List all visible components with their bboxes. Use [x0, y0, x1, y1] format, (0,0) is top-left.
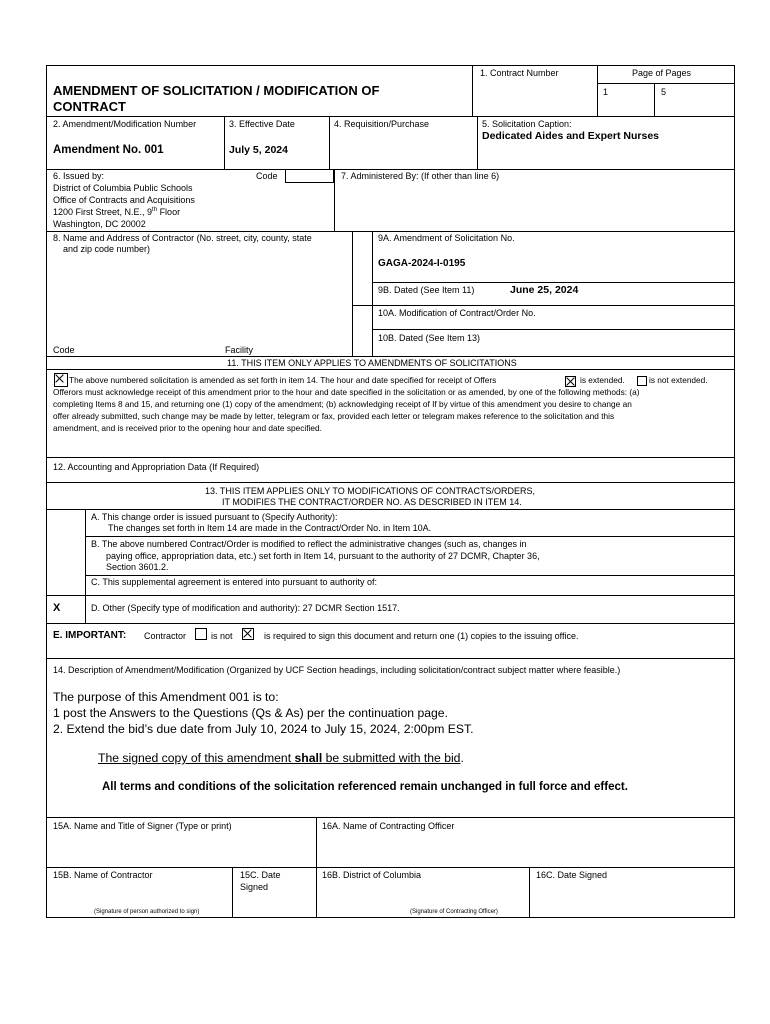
purpose-item-1: 1 post the Answers to the Questions (Qs & As) per the continuation page. — [53, 706, 448, 720]
important-label: E. IMPORTANT: — [53, 630, 127, 641]
divider — [372, 231, 373, 356]
modification-contract-label: 10A. Modification of Contract/Order No. — [378, 308, 536, 318]
divider — [224, 116, 225, 169]
contractor-label: 8. Name and Address of Contractor (No. street, city, county, state — [53, 233, 312, 243]
amendment-number-label: 2. Amendment/Modification Number — [53, 119, 197, 129]
issued-by-label: 6. Issued by: — [53, 171, 105, 181]
item11-line1: The above numbered solicitation is amended as set forth in item 14. The hour and date specified for receipt of Offers — [69, 375, 497, 385]
issuer-address-line1: District of Columbia Public Schools — [53, 183, 193, 193]
contract-number-label: 1. Contract Number — [480, 68, 559, 78]
purpose-line: The purpose of this Amendment 001 is to: — [53, 690, 279, 704]
item11-line2: Offerors must acknowledge receipt of this amendment prior to the hour and date specified in the solicitation or as amended, by one of the following methods: (a) — [53, 387, 640, 397]
divider — [334, 169, 335, 231]
page-of-pages-label: Page of Pages — [632, 68, 692, 78]
total-pages: 5 — [661, 87, 667, 97]
divider — [352, 231, 353, 356]
important-contractor: Contractor — [144, 631, 187, 641]
divider — [46, 623, 734, 624]
divider — [46, 867, 734, 868]
divider — [46, 658, 734, 659]
divider — [46, 369, 734, 370]
contractor-required-checkbox[interactable] — [195, 628, 207, 640]
divider — [46, 817, 734, 818]
is-extended-label: is extended. — [580, 375, 625, 385]
item11-line5: amendment, and is received prior to the opening hour and date specified. — [53, 423, 322, 433]
accounting-data-label: 12. Accounting and Appropriation Data (If Required) — [53, 462, 260, 472]
divider — [232, 867, 233, 918]
facility-label: Facility — [225, 345, 254, 355]
divider — [472, 65, 473, 116]
divider — [46, 457, 734, 458]
item11-line4: offer already submitted, such change may be made by letter, telegram or fax, provided each letter or telegram makes reference to the solicitation and this — [53, 411, 615, 421]
divider — [352, 305, 735, 306]
issuer-address-line4: Washington, DC 20002 — [53, 219, 146, 229]
divider — [85, 575, 735, 576]
form-title: AMENDMENT OF SOLICITATION / MODIFICATION OF — [53, 83, 380, 98]
divider — [597, 83, 735, 84]
item13-b: B. The above numbered Contract/Order is modified to reflect the administrative changes (such as, changes in — [91, 539, 527, 549]
item13-d-mark: X — [53, 602, 61, 614]
description-label: 14. Description of Amendment/Modification (Organized by UCF Section headings, including solicitation/contract subject matter where feasible.) — [53, 665, 621, 675]
divider — [46, 509, 735, 510]
terms-statement: All terms and conditions of the solicitation referenced remain unchanged in full force and effect. — [102, 781, 628, 793]
contractor-is-not-checkbox[interactable] — [242, 628, 254, 640]
divider — [329, 116, 330, 169]
requisition-label: 4. Requisition/Purchase — [334, 119, 430, 129]
divider — [85, 536, 735, 537]
effective-date-value: July 5, 2024 — [229, 144, 288, 156]
dated-9b-value: June 25, 2024 — [510, 284, 579, 296]
signer-name-label: 15A. Name and Title of Signer (Type or print) — [53, 821, 232, 831]
divider — [46, 482, 734, 483]
is-extended-checkbox[interactable] — [565, 376, 576, 387]
amendment-solicitation-label: 9A. Amendment of Solicitation No. — [378, 233, 515, 243]
important-is-not: is not — [211, 631, 233, 641]
divider — [46, 116, 734, 117]
contractor-name-label: 15B. Name of Contractor — [53, 870, 153, 880]
solicitation-caption-value: Dedicated Aides and Expert Nurses — [482, 130, 660, 142]
contracting-officer-label: 16A. Name of Contracting Officer — [322, 821, 455, 831]
dated-10b-label: 10B. Dated (See Item 13) — [378, 333, 481, 343]
officer-signature-caption: (Signature of Contracting Officer) — [410, 909, 498, 915]
item13-b-line3: Section 3601.2. — [106, 562, 169, 572]
divider — [529, 867, 530, 918]
divider — [46, 169, 734, 170]
is-not-extended-label: is not extended. — [649, 375, 708, 385]
is-not-extended-checkbox[interactable] — [637, 376, 647, 386]
issuer-code-box — [285, 169, 334, 183]
district-label: 16B. District of Columbia — [322, 870, 422, 880]
dated-9b-label: 9B. Dated (See Item 11) — [378, 285, 475, 295]
item11-heading: 11. THIS ITEM ONLY APPLIES TO AMENDMENTS OF SOLICITATIONS — [227, 358, 517, 368]
form-title-line2: CONTRACT — [53, 99, 126, 114]
item13-heading-line2: IT MODIFIES THE CONTRACT/ORDER NO. AS DESCRIBED IN ITEM 14. — [222, 497, 522, 507]
item13-a: A. This change order is issued pursuant to (Specify Authority): — [91, 512, 338, 522]
page-number: 1 — [603, 87, 609, 97]
item13-b-line2: paying office, appropriation data, etc.) set forth in Item 14, pursuant to the authority of 27 DCMR, Chapter 36, — [106, 551, 540, 561]
issuer-address-line3: 1200 First Street, N.E., 9th Floor — [53, 207, 181, 217]
solicitation-caption-label: 5. Solicitation Caption: — [482, 119, 572, 129]
amendment-number-value: Amendment No. 001 — [53, 144, 164, 156]
administered-by-label: 7. Administered By: (If other than line 6) — [341, 171, 500, 181]
issuer-code-label: Code — [256, 171, 278, 181]
contractor-code-label: Code — [53, 345, 75, 355]
solicitation-number-value: GAGA-2024-I-0195 — [378, 258, 466, 269]
divider — [46, 595, 735, 596]
solicitation-amended-checkbox[interactable] — [54, 373, 68, 387]
date-signed-15c-label: 15C. Date — [240, 870, 281, 880]
effective-date-label: 3. Effective Date — [229, 119, 295, 129]
date-signed-15c-label-line2: Signed — [240, 882, 269, 892]
item13-d: D. Other (Specify type of modification and authority): 27 DCMR Section 1517. — [91, 603, 400, 613]
important-rest: is required to sign this document and return one (1) copies to the issuing office. — [264, 631, 579, 641]
contractor-signature-caption: (Signature of person authorized to sign) — [94, 909, 200, 915]
divider — [85, 509, 86, 623]
divider — [46, 356, 734, 357]
item13-c: C. This supplemental agreement is entered into pursuant to authority of: — [91, 577, 377, 587]
item13-a-line2: The changes set forth in Item 14 are made in the Contract/Order No. in Item 10A. — [108, 523, 432, 533]
divider — [372, 282, 735, 283]
divider — [372, 329, 735, 330]
item13-heading: 13. THIS ITEM APPLIES ONLY TO MODIFICATIONS OF CONTRACTS/ORDERS, — [205, 486, 536, 496]
date-signed-16c-label: 16C. Date Signed — [536, 870, 608, 880]
signed-copy-note: The signed copy of this amendment shall be submitted with the bid. — [98, 751, 464, 765]
contractor-label-line2: and zip code number) — [63, 244, 151, 254]
divider — [597, 65, 598, 116]
issuer-address-line2: Office of Contracts and Acquisitions — [53, 195, 195, 205]
item11-line3: completing Items 8 and 15, and returning one (1) copy of the amendment; (b) acknowledging receipt of If by virtue of this amendment you desire to change an — [53, 399, 632, 409]
divider — [46, 231, 734, 232]
purpose-item-2: 2. Extend the bid’s due date from July 10, 2024 to July 15, 2024, 2:00pm EST. — [53, 722, 474, 736]
divider — [477, 116, 478, 169]
divider — [654, 83, 655, 116]
